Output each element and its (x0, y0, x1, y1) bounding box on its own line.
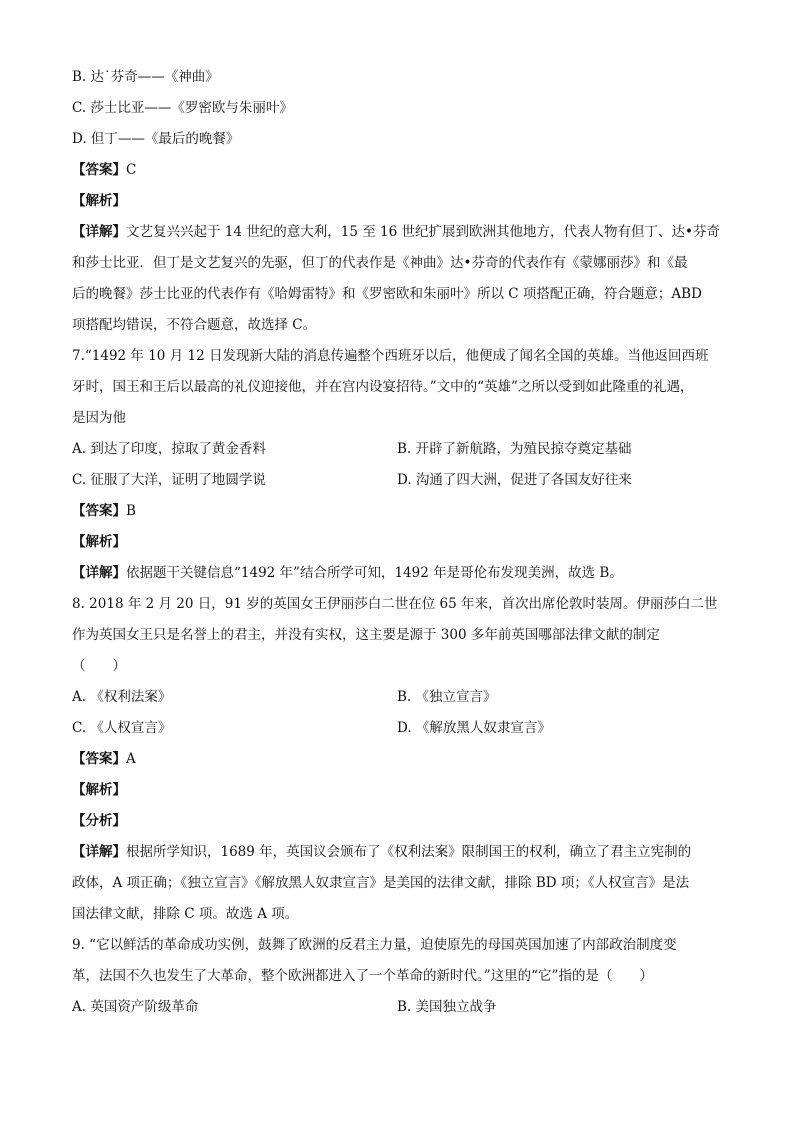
q7-option-a: A. 到达了印度，掠取了黄金香料 (72, 441, 266, 457)
q9-option-a: A. 英国资产阶级革命 (72, 999, 199, 1015)
detail-text: 根据所学知识，1689 年，英国议会颁布了《权利法案》限制国王的权利，确立了君主立宪制的 (126, 844, 692, 860)
q8-stem-line-2: 作为英国女王只是名誉上的君主，并没有实权，这主要是源于 300 多年前英国哪部法律文献的制定 (72, 627, 660, 643)
detail-tag: 【详解】 (72, 565, 126, 581)
q6-analysis-tag: 【解析】 (72, 193, 126, 209)
q7-stem-line-2: 牙时，国王和王后以最高的礼仪迎接他，并在宫内设宴招待。”文中的“英雄”之所以受到如此隆重的礼遇， (72, 379, 694, 395)
q8-options-row-2 (72, 713, 732, 744)
q9-stem-line-2: 革，法国不久也发生了大革命，整个欧洲都进入了一个革命的新时代。”这里的“它”指的是（ ） (72, 968, 653, 984)
answer-tag: 【答案】 (72, 503, 126, 519)
q6-detail-line-3: 后的晚餐》莎士比亚的代表作有《哈姆雷特》和《罗密欧和朱丽叶》所以 C 项搭配正确，符合题意；ABD (72, 286, 702, 302)
q7-options-row-2 (72, 465, 732, 496)
q6-detail-line-2: 和莎士比亚．但丁是文艺复兴的先驱，但丁的代表作是《神曲》达•芬奇的代表作有《蒙娜丽莎》和《最 (72, 255, 688, 271)
q9-option-b: B. 美国独立战争 (397, 999, 497, 1015)
q6-option-d: D. 但丁——《最后的晚餐》 (72, 131, 240, 147)
q8-detail-line-2: 政体，A 项正确；《独立宣言》《解放黑人奴隶宣言》是美国的法律文献，排除 BD 项；《人权宣言》是法 (72, 875, 690, 891)
q7-answer (72, 496, 732, 527)
detail-text: 文艺复兴兴起于 14 世纪的意大利，15 至 16 世纪扩展到欧洲其他地方，代表人物有但丁、达•芬奇 (126, 224, 720, 240)
q8-option-d: D. 《解放黑人奴隶宣言》 (397, 720, 551, 736)
q8-detail-line-1 (72, 837, 732, 868)
q7-option-c: C. 征服了大洋，证明了地圆学说 (72, 472, 266, 488)
q7-detail (72, 558, 732, 589)
answer-value: C (126, 162, 137, 178)
answer-value: B (126, 503, 136, 519)
q7-analysis-tag: 【解析】 (72, 534, 126, 550)
answer-tag: 【答案】 (72, 162, 126, 178)
q8-stem-line-3: （ ） (72, 658, 126, 674)
q6-option-b: B. 达˙芬奇——《神曲》 (72, 69, 219, 85)
q8-option-a: A. 《权利法案》 (72, 689, 172, 705)
q8-answer (72, 744, 732, 775)
q6-detail-line-1 (72, 217, 732, 248)
detail-tag: 【详解】 (72, 224, 126, 240)
q8-analysis-tag: 【解析】 (72, 782, 126, 798)
q6-detail-line-4: 项搭配均错误，不符合题意，故选择 C。 (72, 317, 317, 333)
detail-text: 依据题干关键信息“1492 年”结合所学可知，1492 年是哥伦布发现美洲，故选 B。 (126, 565, 623, 581)
q9-stem-line-1: 9. “它以鲜活的革命成功实例，鼓舞了欧洲的反君主力量，迫使原先的母国英国加速了内部政治制度变 (72, 937, 677, 953)
answer-tag: 【答案】 (72, 751, 126, 767)
q7-option-b: B. 开辟了新航路，为殖民掠夺奠定基础 (397, 441, 632, 457)
answer-value: A (126, 751, 136, 767)
q7-option-d: D. 沟通了四大洲，促进了各国友好往来 (397, 472, 632, 488)
q8-fenxi-tag: 【分析】 (72, 813, 126, 829)
q7-stem-line-1: 7.“1492 年 10 月 12 日发现新大陆的消息传遍整个西班牙以后，他便成了闻名全国的英雄。当他返回西班 (72, 348, 709, 364)
q9-options-row-1 (72, 992, 732, 1023)
q7-options-row-1 (72, 434, 732, 465)
q8-detail-line-3: 国法律文献，排除 C 项。故选 A 项。 (72, 906, 299, 922)
document-page (72, 62, 732, 1023)
q6-answer (72, 155, 732, 186)
detail-tag: 【详解】 (72, 844, 126, 860)
q8-option-b: B. 《独立宣言》 (397, 689, 497, 705)
q6-option-c: C. 莎士比亚——《罗密欧与朱丽叶》 (72, 100, 293, 116)
q7-stem-line-3: 是因为他 (72, 410, 126, 426)
q8-options-row-1 (72, 682, 732, 713)
q8-stem-line-1: 8. 2018 年 2 月 20 日，91 岁的英国女王伊丽莎白二世在位 65 年来，首次出席伦敦时装周。伊丽莎白二世 (72, 596, 718, 612)
q8-option-c: C. 《人权宣言》 (72, 720, 172, 736)
